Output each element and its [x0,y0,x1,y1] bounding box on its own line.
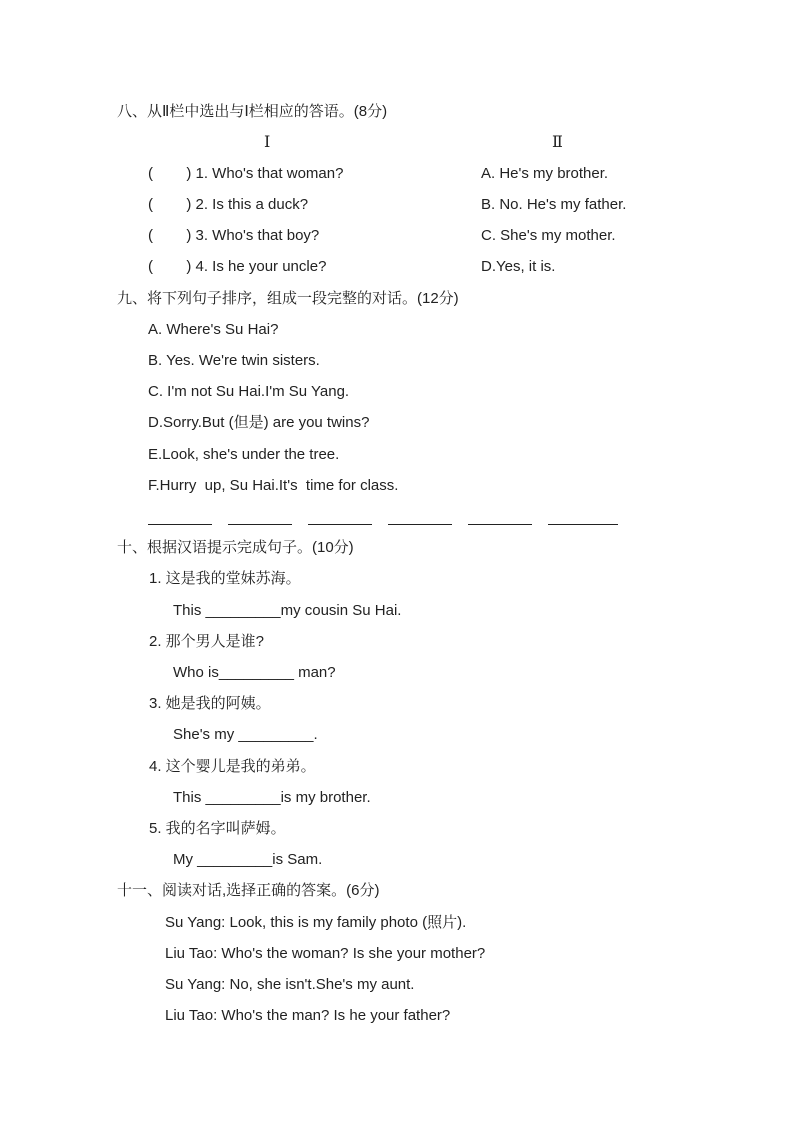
chinese-prompt: 2. 那个男人是谁? [149,633,265,650]
dialogue-sentence: B. Yes. We're twin sisters. [148,352,320,369]
column-1-header: Ⅰ [264,134,271,151]
answer-blank[interactable] [308,524,372,525]
chinese-prompt: 1. 这是我的堂妹苏海。 [149,570,301,587]
section10-title: 十、根据汉语提示完成句子。(10分) [117,539,354,556]
chinese-prompt: 5. 我的名字叫萨姆。 [149,820,286,837]
answer-blank[interactable] [548,524,618,525]
matching-question: ( ) 3. Who's that boy? [148,227,320,244]
dialogue-sentence: C. I'm not Su Hai.I'm Su Yang. [148,383,350,400]
dialogue-line: Liu Tao: Who's the woman? Is she your mother? [165,945,486,962]
answer-blank[interactable] [468,524,532,525]
matching-question: ( ) 1. Who's that woman? [148,165,344,182]
dialogue-sentence: A. Where's Su Hai? [148,321,279,338]
fill-in-sentence: This _________is my brother. [173,789,371,806]
fill-in-sentence: Who is_________ man? [173,664,336,681]
section8-title: 八、从Ⅱ栏中选出与Ⅰ栏相应的答语。(8分) [117,103,388,120]
answer-blank[interactable] [148,524,212,525]
dialogue-line: Su Yang: No, she isn't.She's my aunt. [165,976,415,993]
fill-in-sentence: She's my _________. [173,726,318,743]
fill-in-sentence: My _________is Sam. [173,851,323,868]
matching-answer: C. She's my mother. [481,227,616,244]
chinese-prompt: 3. 她是我的阿姨。 [149,695,271,712]
dialogue-sentence: E.Look, she's under the tree. [148,446,340,463]
column-2-header: Ⅱ [552,134,563,151]
dialogue-line: Liu Tao: Who's the man? Is he your father? [165,1007,451,1024]
matching-answer: A. He's my brother. [481,165,609,182]
dialogue-sentence: F.Hurry up, Su Hai.It's time for class. [148,477,399,494]
dialogue-sentence: D.Sorry.But (但是) are you twins? [148,414,370,431]
matching-question: ( ) 2. Is this a duck? [148,196,309,213]
section9-title: 九、将下列句子排序，组成一段完整的对话。(12分) [117,290,459,307]
section11-title: 十一、阅读对话,选择正确的答案。(6分) [117,882,380,899]
dialogue-line: Su Yang: Look, this is my family photo (照片). [165,914,467,931]
matching-question: ( ) 4. Is he your uncle? [148,258,327,275]
chinese-prompt: 4. 这个婴儿是我的弟弟。 [149,758,316,775]
ordering-answer-blanks [148,512,628,532]
matching-answer: B. No. He's my father. [481,196,627,213]
fill-in-sentence: This _________my cousin Su Hai. [173,602,402,619]
answer-blank[interactable] [388,524,452,525]
matching-answer: D.Yes, it is. [481,258,556,275]
answer-blank[interactable] [228,524,292,525]
